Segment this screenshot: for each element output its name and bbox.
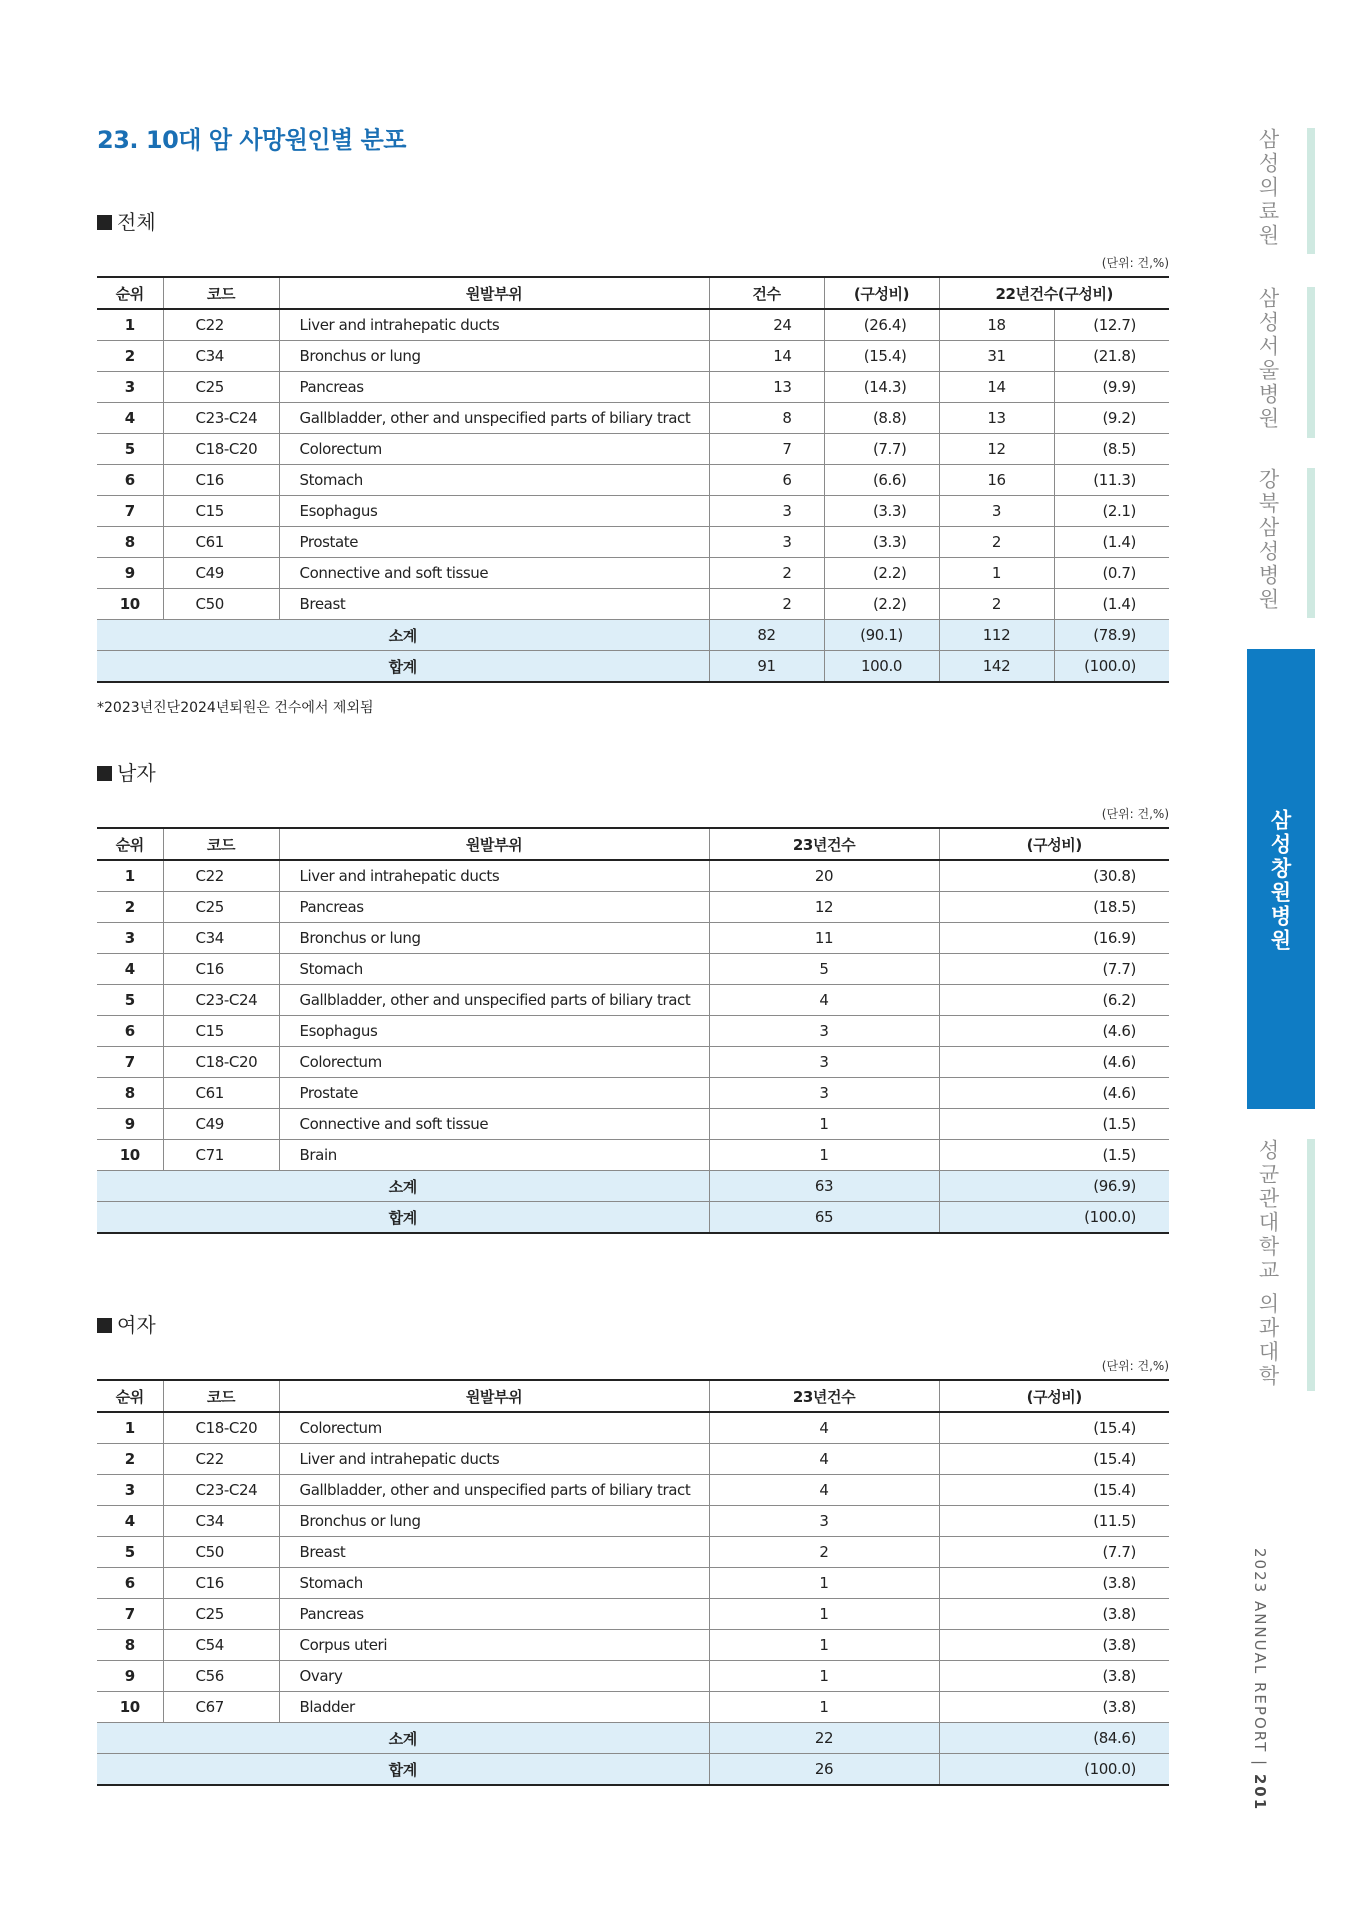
count-cell: 91 [709, 651, 824, 683]
header-pct: (구성비) [939, 828, 1169, 860]
side-nav-item-samsung-seoul-hospital[interactable] [1247, 287, 1315, 438]
side-nav-label: 삼성의료원 [1256, 128, 1280, 248]
site-cell: Bronchus or lung [279, 923, 709, 954]
pct-cell: (15.4) [939, 1475, 1169, 1506]
site-cell: Prostate [279, 1078, 709, 1109]
header-code: 코드 [163, 828, 279, 860]
code-cell: C15 [163, 496, 279, 527]
pct-cell: (7.7) [939, 1537, 1169, 1568]
code-cell: C61 [163, 1078, 279, 1109]
count-cell: 12 [709, 892, 939, 923]
table-row [97, 954, 1169, 985]
count-cell: 4 [709, 1444, 939, 1475]
site-cell: Brain [279, 1140, 709, 1171]
pct-cell: (7.7) [824, 434, 939, 465]
rank-cell: 1 [97, 860, 163, 892]
code-cell: C18-C20 [163, 1412, 279, 1444]
table-row [97, 892, 1169, 923]
header-count: 건수 [709, 277, 824, 309]
table-row [97, 1692, 1169, 1723]
rank-cell: 4 [97, 1506, 163, 1537]
pct-cell: (3.8) [939, 1692, 1169, 1723]
code-cell: C49 [163, 1109, 279, 1140]
table-row [97, 1661, 1169, 1692]
code-cell: C23-C24 [163, 985, 279, 1016]
pct-cell: (84.6) [939, 1723, 1169, 1754]
code-cell: C49 [163, 558, 279, 589]
summary-label: 소계 [97, 620, 709, 651]
table-row [97, 403, 1169, 434]
side-nav-label: 강북삼성병원 [1256, 468, 1280, 612]
report-footer: 2023 ANNUAL REPORT | 201 [1251, 1548, 1269, 1812]
header-prev-year: 22년건수(구성비) [939, 277, 1169, 309]
prev-count-cell: 1 [939, 558, 1054, 589]
section-title-total [97, 206, 156, 235]
count-cell: 14 [709, 341, 824, 372]
grand-total-row [97, 1202, 1169, 1234]
code-cell: C50 [163, 1537, 279, 1568]
code-cell: C22 [163, 1444, 279, 1475]
site-cell: Stomach [279, 1568, 709, 1599]
code-cell: C15 [163, 1016, 279, 1047]
pct-cell: (6.2) [939, 985, 1169, 1016]
count-cell: 13 [709, 372, 824, 403]
site-cell: Stomach [279, 465, 709, 496]
rank-cell: 3 [97, 372, 163, 403]
table-header-row [97, 277, 1169, 309]
count-cell: 5 [709, 954, 939, 985]
site-cell: Prostate [279, 527, 709, 558]
summary-label: 소계 [97, 1171, 709, 1202]
prev-count-cell: 112 [939, 620, 1054, 651]
table-row [97, 1537, 1169, 1568]
count-cell: 4 [709, 985, 939, 1016]
code-cell: C25 [163, 372, 279, 403]
count-cell: 1 [709, 1661, 939, 1692]
count-cell: 2 [709, 589, 824, 620]
table-row [97, 1078, 1169, 1109]
code-cell: C22 [163, 309, 279, 341]
header-code: 코드 [163, 1380, 279, 1412]
table-row [97, 341, 1169, 372]
code-cell: C71 [163, 1140, 279, 1171]
header-site: 원발부위 [279, 277, 709, 309]
table-row [97, 1109, 1169, 1140]
count-cell: 3 [709, 1506, 939, 1537]
count-cell: 2 [709, 1537, 939, 1568]
site-cell: Esophagus [279, 1016, 709, 1047]
table-row [97, 1140, 1169, 1171]
code-cell: C16 [163, 954, 279, 985]
side-nav-label: 삼성창원병원 [1268, 809, 1292, 953]
pct-cell: (6.6) [824, 465, 939, 496]
site-cell: Bladder [279, 1692, 709, 1723]
prev-count-cell: 14 [939, 372, 1054, 403]
site-cell: Colorectum [279, 434, 709, 465]
prev-pct-cell: (12.7) [1054, 309, 1169, 341]
header-code: 코드 [163, 277, 279, 309]
page-title: 23. 10대 암 사망원인별 분포 [97, 126, 406, 154]
code-cell: C54 [163, 1630, 279, 1661]
page-number: 201 [1251, 1773, 1269, 1812]
summary-label: 합계 [97, 1202, 709, 1234]
header-site: 원발부위 [279, 1380, 709, 1412]
square-bullet-icon [97, 766, 112, 781]
prev-count-cell: 2 [939, 589, 1054, 620]
pct-cell: (4.6) [939, 1047, 1169, 1078]
pct-cell: (3.8) [939, 1630, 1169, 1661]
count-cell: 1 [709, 1140, 939, 1171]
grand-total-row [97, 1754, 1169, 1786]
count-cell: 1 [709, 1599, 939, 1630]
rank-cell: 7 [97, 1047, 163, 1078]
pct-cell: (30.8) [939, 860, 1169, 892]
table-row [97, 1568, 1169, 1599]
prev-count-cell: 13 [939, 403, 1054, 434]
side-nav-bar [1307, 1139, 1315, 1391]
pct-cell: (16.9) [939, 923, 1169, 954]
rank-cell: 10 [97, 589, 163, 620]
pct-cell: (90.1) [824, 620, 939, 651]
side-nav-item-skku-medicine[interactable] [1247, 1139, 1315, 1391]
code-cell: C18-C20 [163, 434, 279, 465]
side-nav-label: 삼성서울병원 [1256, 287, 1280, 431]
prev-pct-cell: (21.8) [1054, 341, 1169, 372]
side-nav-bar [1307, 287, 1315, 438]
rank-cell: 10 [97, 1692, 163, 1723]
pct-cell: (15.4) [939, 1444, 1169, 1475]
site-cell: Connective and soft tissue [279, 1109, 709, 1140]
count-cell: 11 [709, 923, 939, 954]
footnote: *2023년진단2024년퇴원은 건수에서 제외됨 [97, 700, 374, 716]
square-bullet-icon [97, 1318, 112, 1333]
prev-pct-cell: (1.4) [1054, 589, 1169, 620]
pct-cell: (100.0) [939, 1202, 1169, 1234]
rank-cell: 4 [97, 954, 163, 985]
table-row [97, 1475, 1169, 1506]
rank-cell: 8 [97, 1078, 163, 1109]
prev-pct-cell: (2.1) [1054, 496, 1169, 527]
site-cell: Colorectum [279, 1412, 709, 1444]
count-cell: 82 [709, 620, 824, 651]
site-cell: Liver and intrahepatic ducts [279, 860, 709, 892]
section-title-male [97, 757, 156, 786]
count-cell: 26 [709, 1754, 939, 1786]
code-cell: C56 [163, 1661, 279, 1692]
prev-count-cell: 142 [939, 651, 1054, 683]
rank-cell: 8 [97, 527, 163, 558]
code-cell: C23-C24 [163, 1475, 279, 1506]
table-row [97, 860, 1169, 892]
table-row [97, 1444, 1169, 1475]
count-cell: 1 [709, 1109, 939, 1140]
report-label: 2023 ANNUAL REPORT [1251, 1548, 1269, 1754]
table-row [97, 1630, 1169, 1661]
prev-pct-cell: (11.3) [1054, 465, 1169, 496]
count-cell: 4 [709, 1412, 939, 1444]
side-nav-bar [1307, 468, 1315, 618]
rank-cell: 6 [97, 1016, 163, 1047]
pct-cell: (3.8) [939, 1568, 1169, 1599]
pct-cell: (4.6) [939, 1078, 1169, 1109]
female-table [97, 1379, 1169, 1786]
rank-cell: 3 [97, 1475, 163, 1506]
site-cell: Colorectum [279, 1047, 709, 1078]
pct-cell: (7.7) [939, 954, 1169, 985]
side-nav-bar [1307, 128, 1315, 254]
rank-cell: 10 [97, 1140, 163, 1171]
count-cell: 6 [709, 465, 824, 496]
header-pct: (구성비) [939, 1380, 1169, 1412]
prev-count-cell: 16 [939, 465, 1054, 496]
pct-cell: 100.0 [824, 651, 939, 683]
count-cell: 2 [709, 558, 824, 589]
count-cell: 4 [709, 1475, 939, 1506]
code-cell: C34 [163, 1506, 279, 1537]
prev-pct-cell: (78.9) [1054, 620, 1169, 651]
code-cell: C18-C20 [163, 1047, 279, 1078]
site-cell: Pancreas [279, 372, 709, 403]
pct-cell: (100.0) [939, 1754, 1169, 1786]
pct-cell: (96.9) [939, 1171, 1169, 1202]
section-title-female [97, 1309, 156, 1338]
pct-cell: (3.8) [939, 1599, 1169, 1630]
site-cell: Liver and intrahepatic ducts [279, 1444, 709, 1475]
site-cell: Gallbladder, other and unspecified parts of biliary tract [279, 1475, 709, 1506]
prev-pct-cell: (9.9) [1054, 372, 1169, 403]
count-cell: 63 [709, 1171, 939, 1202]
summary-label: 합계 [97, 1754, 709, 1786]
rank-cell: 6 [97, 1568, 163, 1599]
site-cell: Pancreas [279, 1599, 709, 1630]
count-cell: 8 [709, 403, 824, 434]
count-cell: 20 [709, 860, 939, 892]
side-nav-item-samsung-medical-center[interactable] [1247, 128, 1315, 254]
rank-cell: 7 [97, 496, 163, 527]
rank-cell: 4 [97, 403, 163, 434]
site-cell: Breast [279, 1537, 709, 1568]
count-cell: 7 [709, 434, 824, 465]
site-cell: Gallbladder, other and unspecified parts of biliary tract [279, 985, 709, 1016]
prev-count-cell: 3 [939, 496, 1054, 527]
prev-count-cell: 31 [939, 341, 1054, 372]
unit-label: (단위: 건,%) [1101, 807, 1169, 821]
prev-pct-cell: (8.5) [1054, 434, 1169, 465]
table-row [97, 985, 1169, 1016]
table-row [97, 1047, 1169, 1078]
code-cell: C34 [163, 341, 279, 372]
site-cell: Corpus uteri [279, 1630, 709, 1661]
subtotal-row [97, 620, 1169, 651]
site-cell: Esophagus [279, 496, 709, 527]
code-cell: C16 [163, 465, 279, 496]
table-row [97, 923, 1169, 954]
header-site: 원발부위 [279, 828, 709, 860]
count-cell: 3 [709, 1047, 939, 1078]
rank-cell: 6 [97, 465, 163, 496]
prev-count-cell: 2 [939, 527, 1054, 558]
prev-count-cell: 12 [939, 434, 1054, 465]
code-cell: C50 [163, 589, 279, 620]
code-cell: C25 [163, 892, 279, 923]
table-row [97, 496, 1169, 527]
rank-cell: 2 [97, 341, 163, 372]
table-row [97, 372, 1169, 403]
section-heading: 여자 [117, 1313, 156, 1337]
table-row [97, 434, 1169, 465]
table-row [97, 1412, 1169, 1444]
pct-cell: (1.5) [939, 1140, 1169, 1171]
rank-cell: 8 [97, 1630, 163, 1661]
prev-pct-cell: (100.0) [1054, 651, 1169, 683]
count-cell: 24 [709, 309, 824, 341]
pct-cell: (3.3) [824, 496, 939, 527]
rank-cell: 3 [97, 923, 163, 954]
code-cell: C23-C24 [163, 403, 279, 434]
code-cell: C22 [163, 860, 279, 892]
rank-cell: 2 [97, 1444, 163, 1475]
pct-cell: (26.4) [824, 309, 939, 341]
pct-cell: (11.5) [939, 1506, 1169, 1537]
count-cell: 1 [709, 1630, 939, 1661]
subtotal-row [97, 1171, 1169, 1202]
count-cell: 65 [709, 1202, 939, 1234]
pct-cell: (2.2) [824, 589, 939, 620]
table-row [97, 1599, 1169, 1630]
summary-label: 소계 [97, 1723, 709, 1754]
header-count: 23년건수 [709, 828, 939, 860]
site-cell: Connective and soft tissue [279, 558, 709, 589]
unit-label: (단위: 건,%) [1101, 1359, 1169, 1373]
code-cell: C61 [163, 527, 279, 558]
table-header-row [97, 1380, 1169, 1412]
pct-cell: (14.3) [824, 372, 939, 403]
header-rank: 순위 [97, 277, 163, 309]
total-table [97, 276, 1169, 683]
pct-cell: (2.2) [824, 558, 939, 589]
table-row [97, 1506, 1169, 1537]
rank-cell: 9 [97, 1661, 163, 1692]
code-cell: C67 [163, 1692, 279, 1723]
pct-cell: (15.4) [824, 341, 939, 372]
count-cell: 22 [709, 1723, 939, 1754]
table-row [97, 1016, 1169, 1047]
count-cell: 3 [709, 1078, 939, 1109]
site-cell: Bronchus or lung [279, 341, 709, 372]
rank-cell: 1 [97, 1412, 163, 1444]
prev-pct-cell: (0.7) [1054, 558, 1169, 589]
table-row [97, 558, 1169, 589]
count-cell: 3 [709, 1016, 939, 1047]
subtotal-row [97, 1723, 1169, 1754]
site-cell: Breast [279, 589, 709, 620]
summary-label: 합계 [97, 651, 709, 683]
rank-cell: 5 [97, 985, 163, 1016]
header-rank: 순위 [97, 1380, 163, 1412]
code-cell: C25 [163, 1599, 279, 1630]
pct-cell: (8.8) [824, 403, 939, 434]
rank-cell: 9 [97, 558, 163, 589]
rank-cell: 7 [97, 1599, 163, 1630]
pct-cell: (3.3) [824, 527, 939, 558]
count-cell: 3 [709, 496, 824, 527]
pct-cell: (1.5) [939, 1109, 1169, 1140]
prev-pct-cell: (1.4) [1054, 527, 1169, 558]
site-cell: Liver and intrahepatic ducts [279, 309, 709, 341]
table-row [97, 527, 1169, 558]
male-table [97, 827, 1169, 1234]
header-count: 23년건수 [709, 1380, 939, 1412]
header-pct: (구성비) [824, 277, 939, 309]
count-cell: 1 [709, 1692, 939, 1723]
site-cell: Ovary [279, 1661, 709, 1692]
square-bullet-icon [97, 215, 112, 230]
code-cell: C34 [163, 923, 279, 954]
rank-cell: 5 [97, 1537, 163, 1568]
section-heading: 전체 [117, 210, 156, 234]
pct-cell: (18.5) [939, 892, 1169, 923]
header-rank: 순위 [97, 828, 163, 860]
site-cell: Stomach [279, 954, 709, 985]
unit-label: (단위: 건,%) [1101, 256, 1169, 270]
side-nav-item-samsung-changwon-hospital[interactable] [1247, 649, 1315, 1109]
count-cell: 3 [709, 527, 824, 558]
table-row [97, 309, 1169, 341]
pct-cell: (15.4) [939, 1412, 1169, 1444]
table-row [97, 465, 1169, 496]
section-heading: 남자 [117, 761, 156, 785]
site-cell: Gallbladder, other and unspecified parts of biliary tract [279, 403, 709, 434]
pct-cell: (4.6) [939, 1016, 1169, 1047]
grand-total-row [97, 651, 1169, 683]
count-cell: 1 [709, 1568, 939, 1599]
rank-cell: 9 [97, 1109, 163, 1140]
rank-cell: 1 [97, 309, 163, 341]
site-cell: Pancreas [279, 892, 709, 923]
side-nav-item-kangbuk-samsung-hospital[interactable] [1247, 468, 1315, 618]
prev-pct-cell: (9.2) [1054, 403, 1169, 434]
table-row [97, 589, 1169, 620]
code-cell: C16 [163, 1568, 279, 1599]
rank-cell: 5 [97, 434, 163, 465]
table-header-row [97, 828, 1169, 860]
rank-cell: 2 [97, 892, 163, 923]
prev-count-cell: 18 [939, 309, 1054, 341]
pct-cell: (3.8) [939, 1661, 1169, 1692]
side-nav-label: 성균관대학교 의과대학 [1256, 1139, 1280, 1389]
site-cell: Bronchus or lung [279, 1506, 709, 1537]
